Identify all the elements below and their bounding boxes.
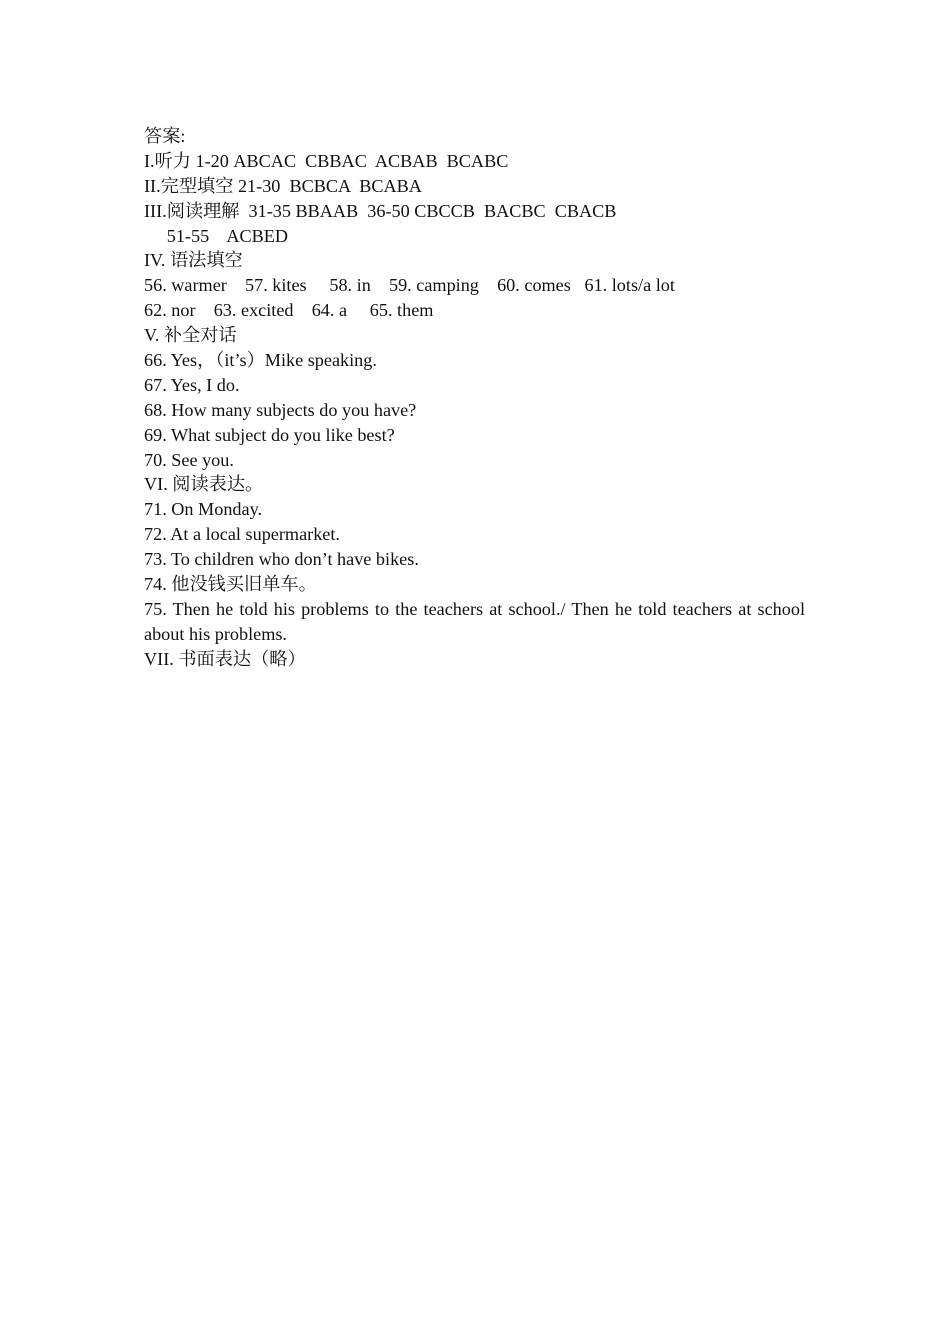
section-cloze: II.完型填空 21-30 BCBCA BCABA xyxy=(144,175,422,196)
reading-expression-answer-71: 71. On Monday. xyxy=(144,499,263,520)
section-reading: III.阅读理解 31-35 BBAAB 36-50 CBCCB BACBC CBACB xyxy=(144,200,617,221)
grammar-answers-line-1: 56. warmer 57. kites 58. in 59. camping 60. comes 61. lots/a lot xyxy=(144,275,675,296)
reading-expression-answer-72: 72. At a local supermarket. xyxy=(144,524,340,545)
section-reading-continued: 51-55 ACBED xyxy=(144,225,288,246)
dialogue-answer-66: 66. Yes，（it’s）Mike speaking. xyxy=(144,350,377,371)
dialogue-answer-68: 68. How many subjects do you have? xyxy=(144,399,417,420)
section-grammar-heading: IV. 语法填空 xyxy=(144,250,243,271)
section-dialogue-heading: V. 补全对话 xyxy=(144,325,237,346)
dialogue-answer-70: 70. See you. xyxy=(144,449,234,470)
answer-key xyxy=(144,124,805,672)
reading-expression-answer-74: 74. 他没钱买旧单车。 xyxy=(144,574,317,595)
dialogue-answer-67: 67. Yes, I do. xyxy=(144,374,240,395)
reading-expression-answer-75: 75. Then he told his problems to the teachers at school./ Then he told teachers at school about his problems. xyxy=(144,598,805,644)
grammar-answers-line-2: 62. nor 63. excited 64. a 65. them xyxy=(144,300,434,321)
answer-key-title: 答案: xyxy=(144,126,186,146)
dialogue-answer-69: 69. What subject do you like best? xyxy=(144,424,395,445)
section-listening: I.听力 1-20 ABCAC CBBAC ACBAB BCABC xyxy=(144,150,509,171)
section-writing: VII. 书面表达（略） xyxy=(144,648,306,669)
section-reading-expression-heading: VI. 阅读表达。 xyxy=(144,474,264,495)
reading-expression-answer-73: 73. To children who don’t have bikes. xyxy=(144,549,419,570)
